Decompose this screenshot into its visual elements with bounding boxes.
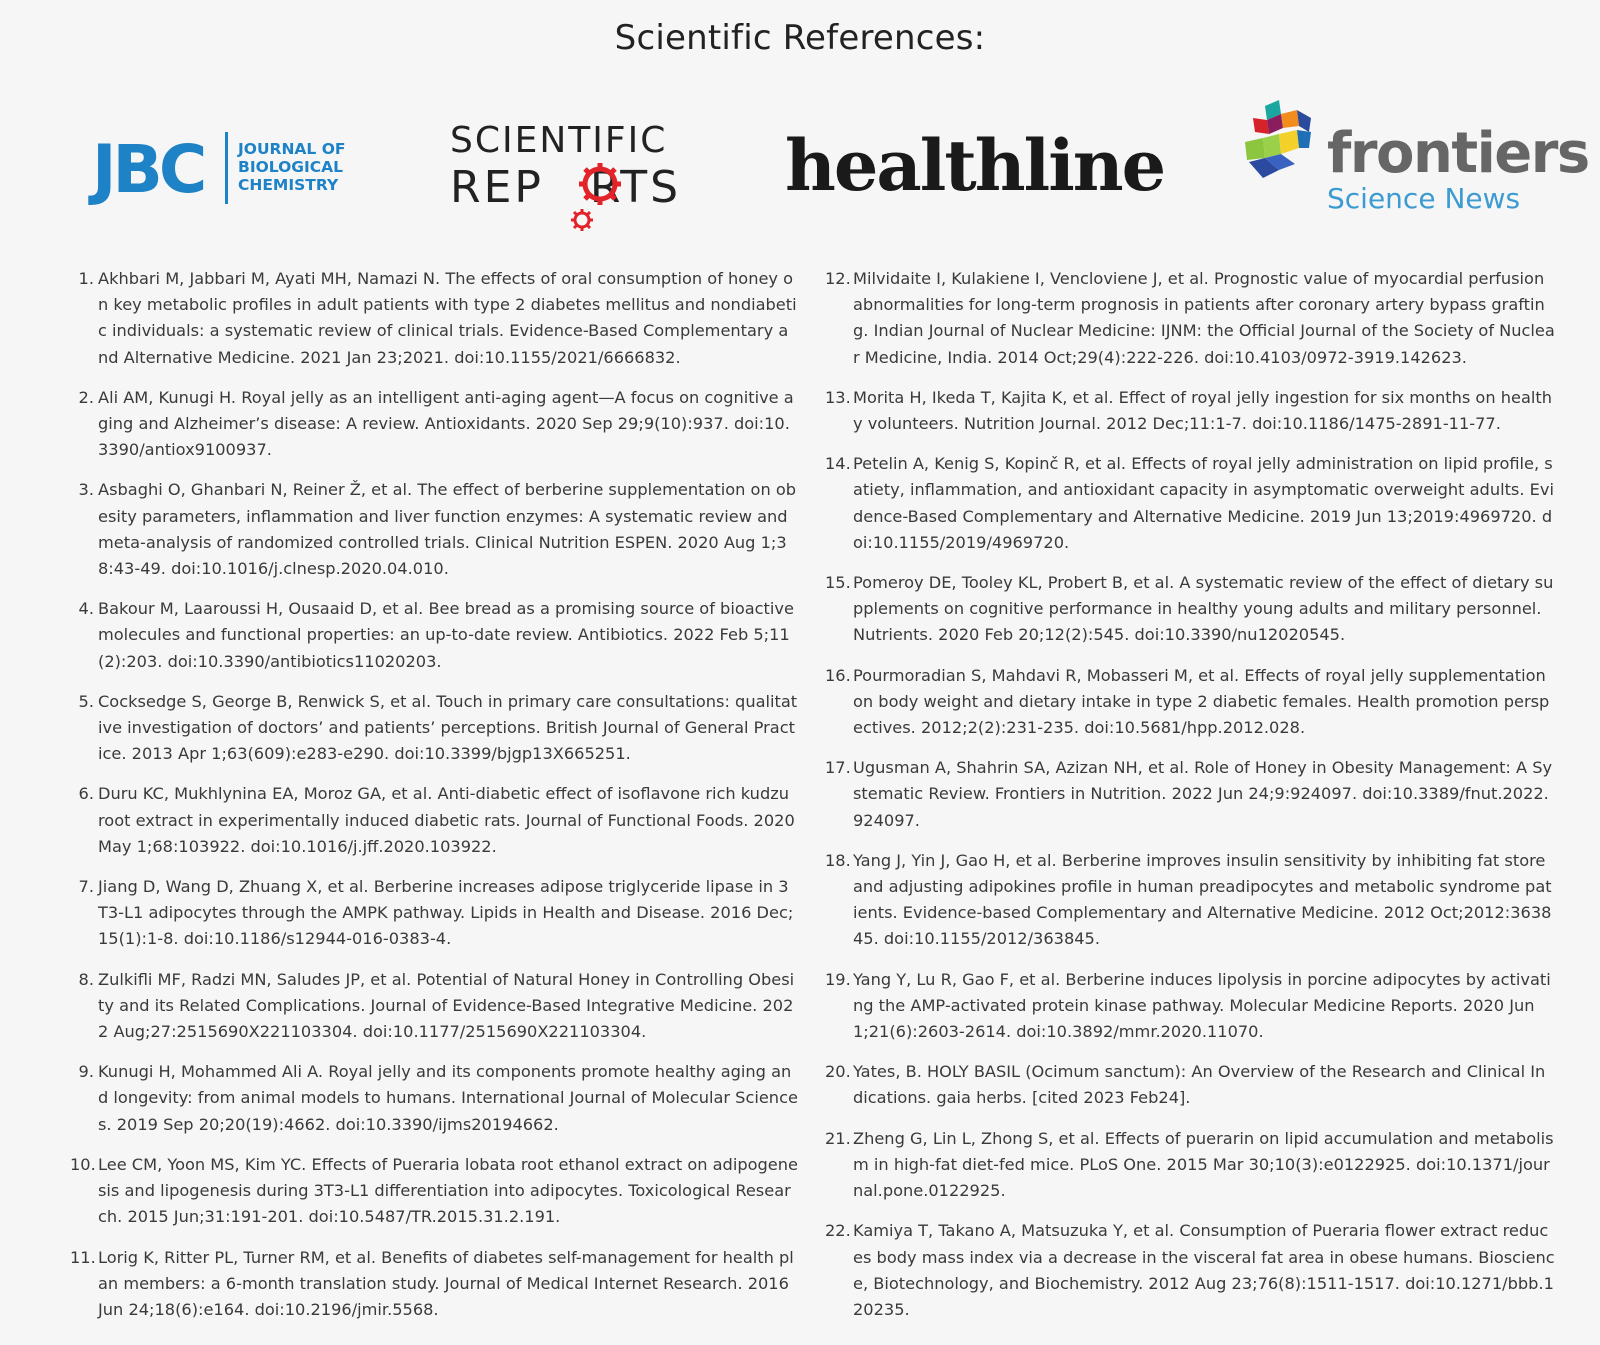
jbc-logo-line: CHEMISTRY: [238, 176, 339, 194]
reference-item: [70, 266, 798, 371]
reference-number: 15.: [825, 573, 851, 593]
frontiers-subtitle: Science News: [1327, 182, 1521, 215]
reference-text: Asbaghi O, Ghanbari N, Reiner Ž, et al. The effect of berberine supplementation on obesity parameters, inflammation and liver function enzymes: A systematic review and meta-analysis of randomized controlled trials. Clinical Nutrition ESPEN. 2020 Aug 1;38:43-49. doi:10.1016/j.clnesp.2020.04.010.: [98, 480, 797, 579]
reference-item: [825, 1126, 1555, 1205]
reference-item: [825, 451, 1555, 556]
reference-list-left: [70, 266, 798, 1337]
scientific-reports-line2-start: REP: [450, 162, 544, 213]
jbc-logo: [92, 130, 372, 210]
reference-item: [825, 967, 1555, 1046]
reference-item: [825, 755, 1555, 834]
scientific-reports-logo: [450, 120, 690, 240]
jbc-logo-line: JOURNAL OF: [238, 140, 346, 158]
reference-number: 5.: [78, 691, 94, 711]
scientific-reports-line1: SCIENTIFIC: [450, 120, 668, 161]
reference-number: 20.: [825, 1062, 851, 1082]
reference-list-right: [825, 266, 1555, 1337]
reference-item: [825, 848, 1555, 953]
reference-text: Jiang D, Wang D, Zhuang X, et al. Berberine increases adipose triglyceride lipase in 3T3-L1 adipocytes through the AMPK pathway. Lipids in Health and Disease. 2016 Dec;15(1):1-8. doi:10.1186/s12944-016-0383-4.: [98, 877, 794, 949]
healthline-logo: healthline: [785, 124, 1165, 207]
reference-item: [70, 385, 798, 464]
reference-number: 16.: [825, 665, 851, 685]
frontiers-cube-icon: [1245, 98, 1325, 188]
reference-item: [70, 1059, 798, 1138]
reference-item: [70, 781, 798, 860]
publisher-logos: [0, 98, 1600, 248]
reference-text: Kunugi H, Mohammed Ali A. Royal jelly and its components promote healthy aging and longevity: from animal models to humans. International Journal of Molecular Sciences. 2019 Sep 20;20(19):4662. doi:10.3390/ijms20194662.: [98, 1062, 798, 1134]
reference-number: 21.: [825, 1128, 851, 1148]
reference-number: 14.: [825, 454, 851, 474]
reference-item: [825, 1059, 1555, 1111]
reference-item: [70, 874, 798, 953]
reference-text: Ugusman A, Shahrin SA, Azizan NH, et al. Role of Honey in Obesity Management: A Systematic Review. Frontiers in Nutrition. 2022 Jun 24;9:924097. doi:10.3389/fnut.2022.924097.: [853, 758, 1553, 830]
reference-item: [825, 570, 1555, 649]
reference-text: Milvidaite I, Kulakiene I, Vencloviene J, et al. Prognostic value of myocardial perfusion abnormalities for long-term prognosis in patients after coronary artery bypass grafting. Indian Journal of Nuclear Medicine: IJNM: the Official Journal of the Society of Nuclear Medicine, India. 2014 Oct;29(4):222-226. doi:10.4103/0972-3919.142623.: [853, 269, 1555, 367]
gear-icon: [568, 160, 628, 236]
reference-number: 19.: [825, 969, 851, 989]
reference-text: Lorig K, Ritter PL, Turner RM, et al. Benefits of diabetes self-management for health plan members: a 6-month translation study. Journal of Medical Internet Research. 2016 Jun 24;18(6):e164. doi:10.2196/jmir.5568.: [98, 1247, 794, 1319]
reference-number: 6.: [78, 784, 94, 804]
reference-item: [825, 385, 1555, 437]
reference-text: Petelin A, Kenig S, Kopinč R, et al. Effects of royal jelly administration on lipid profile, satiety, inflammation, and antioxidant capacity in asymptomatic overweight adults. Evidence-Based Complementary and Alternative Medicine. 2019 Jun 13;2019:4969720. doi:10.1155/2019/4969720.: [853, 454, 1554, 552]
reference-number: 17.: [825, 758, 851, 778]
reference-number: 22.: [825, 1221, 851, 1241]
reference-text: Ali AM, Kunugi H. Royal jelly as an intelligent anti-aging agent—A focus on cognitive aging and Alzheimer’s disease: A review. Antioxidants. 2020 Sep 29;9(10):937. doi:10.3390/antiox9100937.: [98, 387, 794, 460]
reference-text: Morita H, Ikeda T, Kajita K, et al. Effect of royal jelly ingestion for six months on healthy volunteers. Nutrition Journal. 2012 Dec;11:1-7. doi:10.1186/1475-2891-11-77.: [853, 387, 1552, 434]
reference-number: 4.: [78, 599, 94, 619]
reference-number: 10.: [70, 1154, 96, 1174]
reference-text: Bakour M, Laaroussi H, Ousaaid D, et al. Bee bread as a promising source of bioactive molecules and functional properties: an up-to-date review. Antibiotics. 2022 Feb 5;11(2):203. doi:10.3390/antibiotics11020203.: [98, 599, 794, 671]
reference-item: [70, 1152, 798, 1231]
reference-number: 8.: [78, 969, 94, 989]
reference-item: [825, 266, 1555, 371]
reference-text: Lee CM, Yoon MS, Kim YC. Effects of Pueraria lobata root ethanol extract on adipogenesis and lipogenesis during 3T3-L1 differentiation into adipocytes. Toxicological Research. 2015 Jun;31:191-201. doi:10.5487/TR.2015.31.2.191.: [98, 1154, 798, 1227]
reference-text: Yates, B. HOLY BASIL (Ocimum sanctum): An Overview of the Research and Clinical Indications. gaia herbs. [cited 2023 Feb24].: [853, 1062, 1546, 1108]
reference-text: Zheng G, Lin L, Zhong S, et al. Effects of puerarin on lipid accumulation and metabolism in high-fat diet-fed mice. PLoS One. 2015 Mar 30;10(3):e0122925. doi:10.1371/journal.pone.0122925.: [853, 1128, 1554, 1201]
jbc-logo-wordmark: [238, 140, 345, 194]
reference-text: Pomeroy DE, Tooley KL, Probert B, et al. A systematic review of the effect of dietary supplements on cognitive performance in healthy young adults and military personnel. Nutrients. 2020 Feb 20;12(2):545. doi:10.3390/nu12020545.: [853, 573, 1554, 645]
reference-text: Yang Y, Lu R, Gao F, et al. Berberine induces lipolysis in porcine adipocytes by activating the AMP-activated protein kinase pathway. Molecular Medicine Reports. 2020 Jun 1;21(6):2603-2614. doi:10.3892/mmr.2020.11070.: [853, 969, 1551, 1042]
reference-number: 11.: [70, 1247, 96, 1267]
frontiers-wordmark: frontiers: [1327, 121, 1589, 186]
reference-item: [70, 596, 798, 675]
reference-item: [70, 477, 798, 582]
reference-text: Akhbari M, Jabbari M, Ayati MH, Namazi N. The effects of oral consumption of honey on key metabolic profiles in adult patients with type 2 diabetes mellitus and nondiabetic individuals: a systematic review of clinical trials. Evidence-Based Complementary and Alternative Medicine. 2021 Jan 23;2021. doi:10.1155/2021/6666832.: [98, 269, 797, 367]
page-title: Scientific References:: [614, 18, 986, 58]
jbc-logo-divider: [225, 132, 228, 204]
reference-item: [70, 967, 798, 1046]
reference-number: 9.: [78, 1062, 94, 1082]
reference-item: [825, 663, 1555, 742]
reference-text: Cocksedge S, George B, Renwick S, et al. Touch in primary care consultations: qualitative investigation of doctors’ and patients’ perceptions. British Journal of General Practice. 2013 Apr 1;63(609):e283-e290. doi:10.3399/bjgp13X665251.: [98, 691, 798, 764]
scientific-reports-line2-end: RTS: [589, 162, 682, 213]
reference-text: Zulkifli MF, Radzi MN, Saludes JP, et al. Potential of Natural Honey in Controlling Obesity and its Related Complications. Journal of Evidence-Based Integrative Medicine. 2022 Aug;27:2515690X221103304. doi:10.1177/2515690X221103304.: [98, 969, 795, 1042]
reference-text: Kamiya T, Takano A, Matsuzuka Y, et al. Consumption of Pueraria flower extract reduces body mass index via a decrease in the visceral fat area in obese humans. Bioscience, Biotechnology, and Biochemistry. 2012 Aug 23;76(8):1511-1517. doi:10.1271/bbb.120235.: [853, 1221, 1555, 1319]
scientific-reports-line2: [450, 162, 681, 213]
reference-number: 1.: [78, 269, 94, 288]
reference-text: Duru KC, Mukhlynina EA, Moroz GA, et al. Anti-diabetic effect of isoflavone rich kudzu root extract in experimentally induced diabetic rats. Journal of Functional Foods. 2020 May 1;68:103922. doi:10.1016/j.jff.2020.103922.: [98, 784, 795, 856]
jbc-logo-line: BIOLOGICAL: [238, 158, 343, 176]
reference-text: Pourmoradian S, Mahdavi R, Mobasseri M, et al. Effects of royal jelly supplementation on body weight and dietary intake in type 2 diabetic females. Health promotion perspectives. 2012;2(2):231-235. doi:10.5681/hpp.2012.028.: [853, 665, 1550, 738]
reference-item: [70, 1245, 798, 1324]
frontiers-logo: [1245, 98, 1589, 228]
reference-number: 18.: [825, 850, 851, 870]
reference-number: 13.: [825, 387, 851, 407]
jbc-logo-mark: JBC: [92, 131, 204, 208]
reference-item: [825, 1218, 1555, 1323]
reference-number: 7.: [78, 877, 94, 897]
reference-number: 3.: [78, 480, 94, 500]
reference-item: [70, 689, 798, 768]
reference-number: 2.: [78, 387, 94, 407]
reference-text: Yang J, Yin J, Gao H, et al. Berberine improves insulin sensitivity by inhibiting fat store and adjusting adipokines profile in human preadipocytes and metabolic syndrome patients. Evidence-based Complementary and Alternative Medicine. 2012 Oct;2012:363845. doi:10.1155/2012/363845.: [853, 850, 1552, 949]
reference-number: 12.: [825, 269, 851, 288]
